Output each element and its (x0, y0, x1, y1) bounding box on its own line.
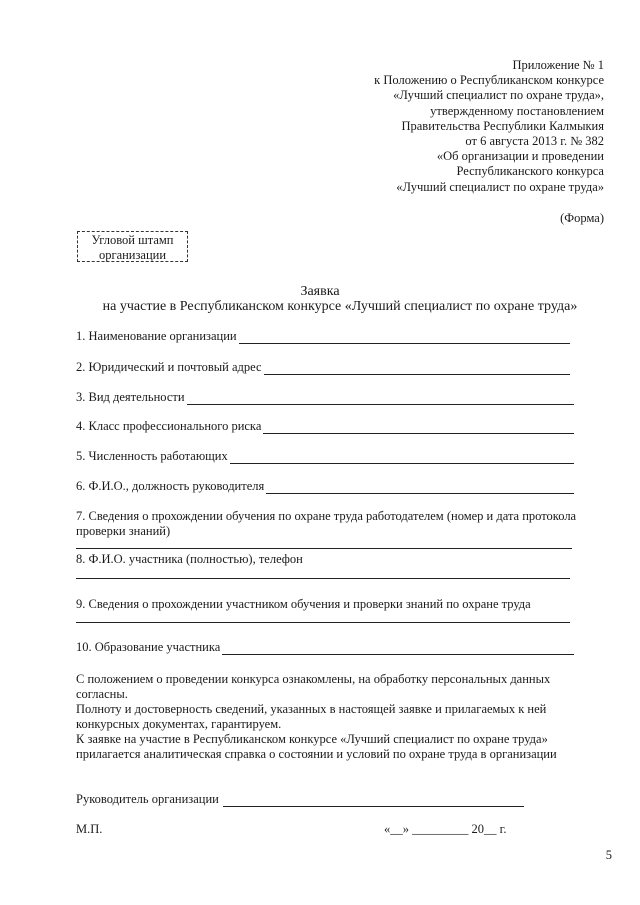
field-label: 1. Наименование организации (76, 329, 237, 343)
field-organization-name[interactable] (76, 329, 570, 344)
field-label: 8. Ф.И.О. участника (полностью), телефон (76, 552, 303, 566)
field-label: 2. Юридический и почтовый адрес (76, 360, 262, 374)
field-participant-education[interactable] (76, 640, 574, 655)
fill-line[interactable] (187, 393, 574, 405)
appendix-line: «Об организации и проведении (436, 149, 604, 164)
field-label: 6. Ф.И.О., должность руководителя (76, 479, 265, 493)
stamp-line-2: организации (98, 247, 167, 262)
appendix-line: утвержденному постановлением (430, 103, 604, 118)
fill-line[interactable] (266, 482, 574, 494)
fill-line[interactable] (222, 643, 574, 655)
seal-place-label: М.П. (76, 822, 103, 836)
fill-line[interactable] (76, 622, 570, 623)
consent-line: С положением о проведении конкурса ознакомлены, на обработку персональных данных (76, 672, 551, 686)
date-field[interactable]: «__» _________ 20__ г. (384, 822, 507, 836)
document-title: Заявка (300, 284, 340, 299)
director-signature-field[interactable] (76, 792, 524, 807)
fill-line[interactable] (76, 548, 572, 549)
fill-line[interactable] (264, 363, 570, 375)
fill-line[interactable] (263, 422, 574, 434)
consent-statement (76, 672, 576, 762)
document-subtitle: на участие в Республиканском конкурсе «Лучший специалист по охране труда» (102, 299, 578, 314)
page-number: 5 (605, 848, 612, 862)
field-label: 4. Класс профессионального риска (76, 419, 262, 433)
field-label: 7. Сведения о прохождении обучения по охране труда работодателем (номер и дата протокола (76, 509, 577, 523)
appendix-line: «Лучший специалист по охране труда» (396, 179, 604, 194)
appendix-line: «Лучший специалист по охране труда», (393, 88, 604, 103)
form-label: (Форма) (560, 211, 604, 225)
signature-label: Руководитель организации (76, 792, 219, 806)
signature-line[interactable] (223, 795, 524, 807)
consent-line: Полноту и достоверность сведений, указанных в настоящей заявке и прилагаемых к ней (76, 702, 547, 716)
appendix-line: Правительства Республики Калмыкия (401, 118, 604, 133)
appendix-line: Республиканского конкурса (456, 164, 604, 179)
stamp-line-1: Угловой штамп (91, 233, 174, 247)
appendix-line: к Положению о Республиканском конкурсе (374, 73, 604, 88)
field-participant-name (76, 552, 303, 567)
fill-line[interactable] (230, 452, 574, 464)
field-employer-training (76, 509, 606, 539)
field-label: проверки знаний) (76, 524, 171, 538)
field-participant-training (76, 597, 531, 612)
field-label: 5. Численность работающих (76, 449, 228, 463)
appendix-header (304, 58, 604, 195)
field-risk-class[interactable] (76, 419, 574, 434)
field-director-name[interactable] (76, 479, 574, 494)
consent-line: К заявке на участие в Республиканском конкурсе «Лучший специалист по охране труда» (76, 732, 548, 746)
corner-stamp-box (77, 231, 188, 262)
field-activity-type[interactable] (76, 390, 574, 405)
consent-line: прилагается аналитическая справка о состоянии и условий по охране труда в организации (76, 747, 557, 761)
consent-line: конкурсных документах, гарантируем. (76, 717, 282, 731)
field-employee-count[interactable] (76, 449, 574, 464)
fill-line[interactable] (239, 332, 570, 344)
field-label: 10. Образование участника (76, 640, 221, 654)
appendix-line: от 6 августа 2013 г. № 382 (465, 134, 604, 149)
fill-line[interactable] (76, 578, 570, 579)
field-legal-address[interactable] (76, 360, 570, 375)
field-label: 3. Вид деятельности (76, 390, 185, 404)
appendix-line: Приложение № 1 (512, 58, 604, 72)
consent-line: согласны. (76, 687, 128, 701)
field-label: 9. Сведения о прохождении участником обучения и проверки знаний по охране труда (76, 597, 531, 611)
